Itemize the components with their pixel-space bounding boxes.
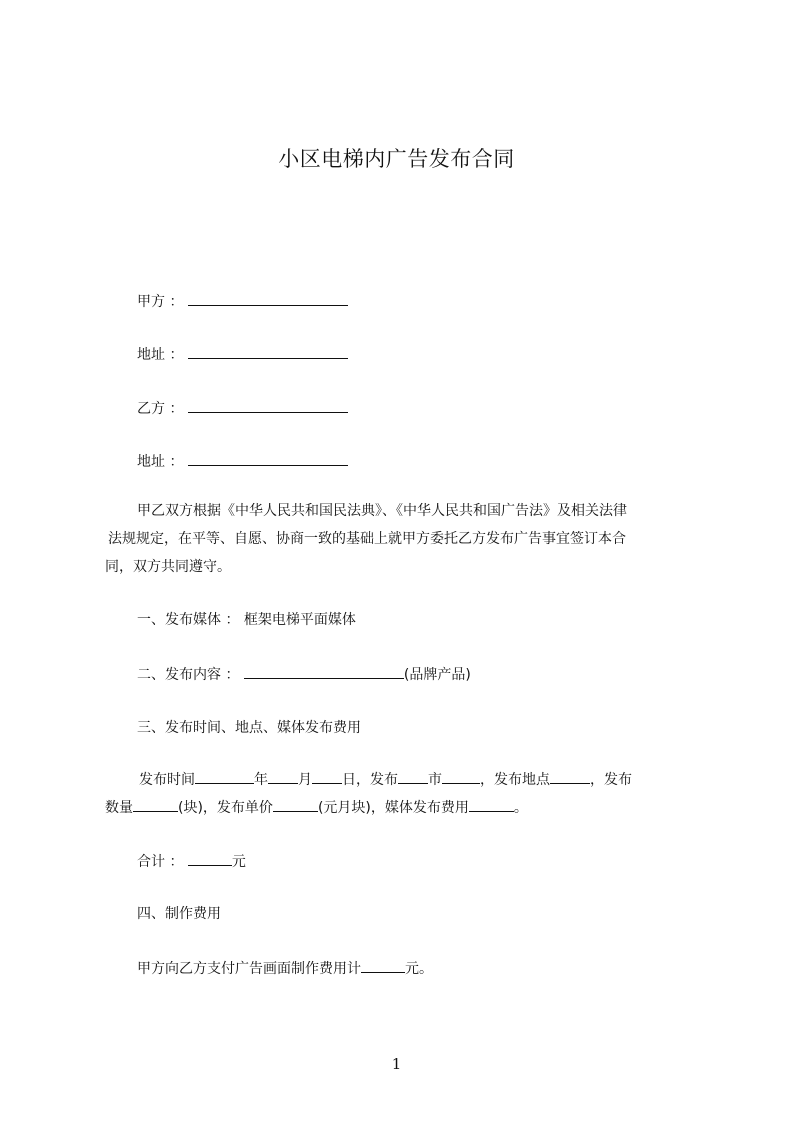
location-blank[interactable] xyxy=(550,770,590,784)
page-number: 1 xyxy=(391,1055,402,1073)
preamble-paragraph xyxy=(105,497,705,581)
party-b-sep: ： xyxy=(169,401,184,417)
preamble-line: 法规规定，在平等、自愿、协商一致的基础上就甲方委托乙方发布广告事宜签订本合 xyxy=(108,531,626,547)
media-fee-blank[interactable] xyxy=(469,798,514,812)
month-blank[interactable] xyxy=(268,770,298,784)
schedule-line-2 xyxy=(105,794,705,822)
total-sep: ： xyxy=(169,854,184,870)
party-b-address-blank[interactable] xyxy=(188,452,348,466)
schedule-text: ，发布 xyxy=(590,772,632,788)
production-fee-line xyxy=(137,959,433,978)
schedule-text: 数量 xyxy=(105,800,133,816)
schedule-text: 年 xyxy=(254,772,268,788)
party-b-line xyxy=(137,399,348,418)
section-2-label: 二、发布内容 xyxy=(137,667,221,683)
party-a-line xyxy=(137,292,348,311)
schedule-text: (块)，发布单价 xyxy=(178,800,273,816)
party-a-label: 甲方 xyxy=(137,294,165,310)
schedule-text: 月 xyxy=(298,772,312,788)
section-2-sep: ： xyxy=(225,667,240,683)
document-title: 小区电梯内广告发布合同 xyxy=(278,147,515,171)
party-a-sep: ： xyxy=(169,294,184,310)
party-b-address-label: 地址 xyxy=(137,454,165,470)
section-2-suffix: (品牌产品) xyxy=(403,667,471,683)
schedule-text: (元月块)，媒体发布费用 xyxy=(317,800,469,816)
party-a-address-sep: ： xyxy=(169,347,184,363)
schedule-text: 。 xyxy=(513,800,528,816)
section-3-heading: 三、发布时间、地点、媒体发布费用 xyxy=(137,720,361,736)
total-label: 合计 xyxy=(137,854,165,870)
party-a-blank[interactable] xyxy=(188,292,348,306)
preamble-line: 甲乙双方根据《中华人民共和国民法典》、《中华人民共和国广告法》及相关法律 xyxy=(137,503,627,519)
schedule-text: 市 xyxy=(428,772,442,788)
quantity-blank[interactable] xyxy=(133,798,178,812)
party-b-address-line xyxy=(137,452,348,471)
section-2-blank[interactable] xyxy=(244,665,404,679)
city-blank[interactable] xyxy=(398,770,428,784)
schedule-text: 日，发布 xyxy=(342,772,398,788)
section-4-heading: 四、制作费用 xyxy=(137,906,221,922)
party-a-address-label: 地址 xyxy=(137,347,165,363)
unit-price-blank[interactable] xyxy=(273,798,318,812)
section-2-content xyxy=(137,665,471,684)
party-b-blank[interactable] xyxy=(188,399,348,413)
section-1-label: 一、发布媒体 xyxy=(137,612,221,628)
section-1-value: 框架电梯平面媒体 xyxy=(243,612,356,628)
day-blank[interactable] xyxy=(312,770,342,784)
section-1-media xyxy=(137,611,356,629)
schedule-line-1 xyxy=(105,766,705,794)
party-b-address-sep: ： xyxy=(169,454,184,470)
production-fee-blank[interactable] xyxy=(361,959,405,973)
party-a-address-line xyxy=(137,345,348,364)
total-suffix: 元 xyxy=(231,854,246,870)
schedule-text: 发布时间 xyxy=(139,772,195,788)
party-a-address-blank[interactable] xyxy=(188,345,348,359)
party-b-label: 乙方 xyxy=(137,401,165,417)
total-blank[interactable] xyxy=(188,852,232,866)
total-line xyxy=(137,852,246,871)
city-name-blank[interactable] xyxy=(442,770,480,784)
schedule-text: ，发布地点 xyxy=(480,772,550,788)
section-1-sep: ： xyxy=(225,612,240,628)
production-fee-prefix: 甲方向乙方支付广告画面制作费用计 xyxy=(137,961,361,977)
production-fee-suffix: 元。 xyxy=(405,961,433,977)
preamble-line: 同，双方共同遵守。 xyxy=(105,559,231,575)
schedule-paragraph xyxy=(105,766,705,822)
year-blank[interactable] xyxy=(195,770,254,784)
